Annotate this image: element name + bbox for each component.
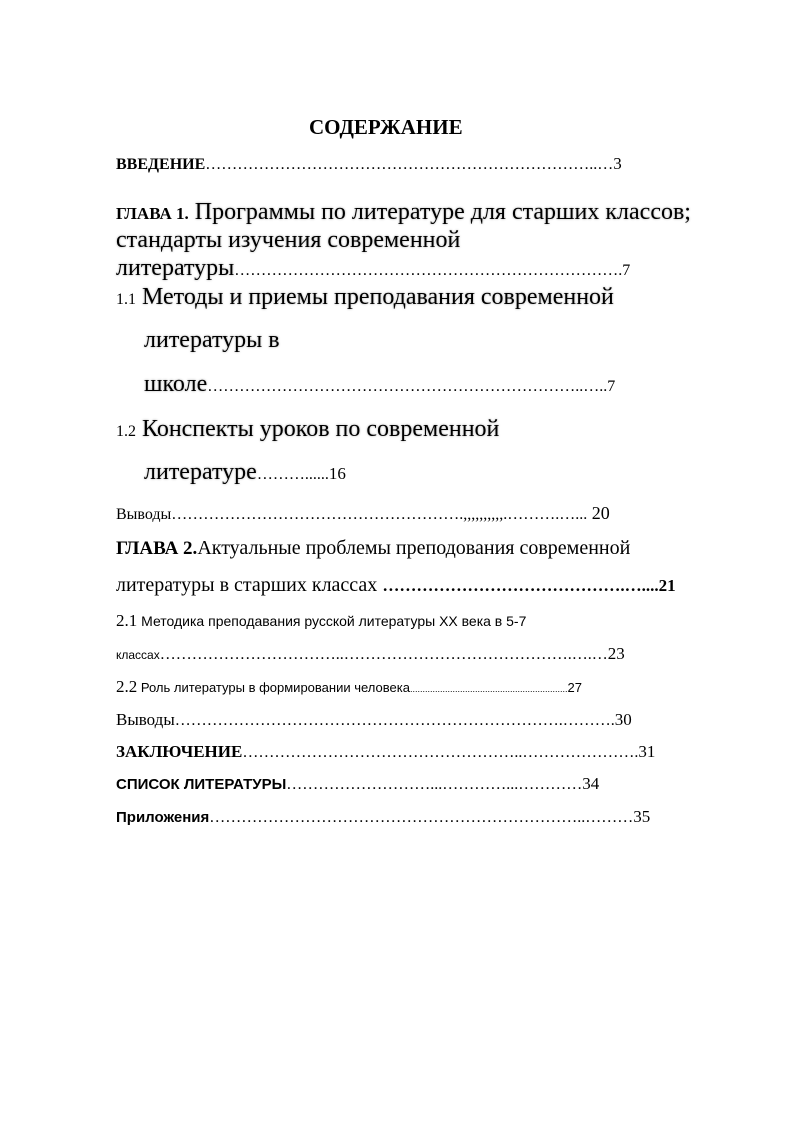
toc-entry-chapter-1-line3 (116, 256, 630, 280)
page-number: 30 (614, 710, 632, 729)
entry-title-end: литературе (144, 459, 257, 485)
dot-leader: …………………………………….….... (382, 576, 659, 595)
entry-label: ВВЕДЕНИЕ (116, 156, 206, 173)
entry-title-end: литературы в старших классах (116, 574, 383, 596)
dot-leader: ………………………………………………………………..… (205, 156, 614, 173)
dot-leader: ………………………………………………………………. (234, 262, 623, 279)
page-number: 27 (567, 680, 582, 695)
toc-entry-section-1-2-line2 (144, 460, 346, 484)
section-number: 1.2 (116, 423, 136, 440)
entry-label: ЗАКЛЮЧЕНИЕ (116, 742, 243, 761)
entry-label: ГЛАВА 2. (116, 538, 198, 559)
dot-leader: ……………………………………………………………….………. (174, 712, 615, 729)
toc-title: СОДЕРЖАНИЕ (309, 115, 463, 139)
entry-label: СПИСОК ЛИТЕРАТУРЫ (116, 776, 287, 793)
entry-label: Выводы (116, 710, 175, 729)
entry-title: Конспекты уроков по современной (136, 416, 500, 442)
toc-entry-chapter-1-line2: стандарты изучения современной (116, 227, 461, 253)
toc-entry-section-2-1 (116, 612, 526, 630)
page-number: 31 (638, 742, 656, 761)
toc-entry-section-2-1-line2 (116, 645, 625, 663)
toc-entry-section-1-1 (116, 285, 614, 309)
toc-entry-intro (116, 153, 622, 173)
dot-leader: ……………………………………………………………..….. (207, 378, 608, 395)
toc-entry-section-2-2 (116, 678, 582, 696)
page-number: 20 (587, 503, 610, 523)
toc-entry-chapter-2 (116, 538, 630, 558)
dot-leader: ………...... (256, 466, 329, 483)
toc-entry-section-1-1-line2: литературы в (144, 327, 280, 353)
page-number: 7 (607, 378, 616, 395)
entry-title: Методика преподавания русской литературы ХХ века в 5-7 (137, 613, 527, 629)
entry-title-end: классах (116, 648, 160, 662)
page-number: 35 (633, 807, 651, 826)
toc-entry-chapter-1 (116, 200, 691, 224)
entry-label: ГЛАВА 1. (116, 204, 189, 223)
toc-entry-conclusions-1 (116, 504, 610, 523)
entry-label: Выводы (116, 506, 172, 523)
page-number: 21 (658, 576, 676, 595)
page-number: 3 (613, 154, 622, 173)
toc-entry-chapter-2-line2 (116, 575, 676, 595)
entry-label: Приложения (116, 809, 210, 826)
page-number: 23 (607, 644, 625, 663)
dot-leader: ……………………………………………..…………………. (242, 744, 639, 761)
entry-title: Роль литературы в формировании человека (137, 680, 410, 695)
section-number: 2.1 (116, 611, 138, 630)
toc-entry-appendix (116, 808, 650, 826)
dot-leader: ………………………...…………...………… (286, 776, 583, 793)
entry-title: Актуальные проблемы преподования современной (197, 537, 631, 559)
page-number: 16 (328, 464, 346, 483)
section-number: 1.1 (116, 291, 136, 308)
entry-title-end: школе (144, 371, 208, 397)
toc-entry-conclusions-2 (116, 711, 632, 729)
toc-entry-section-1-2 (116, 417, 499, 441)
dot-leader: ……………………………………………….,,,,,,,,,,.……….…... (171, 506, 588, 523)
entry-title-end: литературы (116, 255, 235, 281)
dot-leader: ……………………………..…………………………………….….… (159, 646, 608, 663)
dot-leader: ……………………………………………………………..……… (209, 809, 634, 826)
dot-leader: ............................................................... (409, 684, 568, 694)
entry-title: Программы по литературе для старших классов; (188, 199, 691, 225)
page-number: 7 (622, 262, 631, 279)
page-number: 34 (582, 774, 600, 793)
toc-entry-section-1-1-line3 (144, 372, 615, 396)
section-number: 2.2 (116, 677, 138, 696)
entry-title: Методы и приемы преподавания современной (136, 284, 614, 310)
toc-entry-references (116, 775, 599, 793)
toc-entry-conclusion (116, 743, 655, 761)
